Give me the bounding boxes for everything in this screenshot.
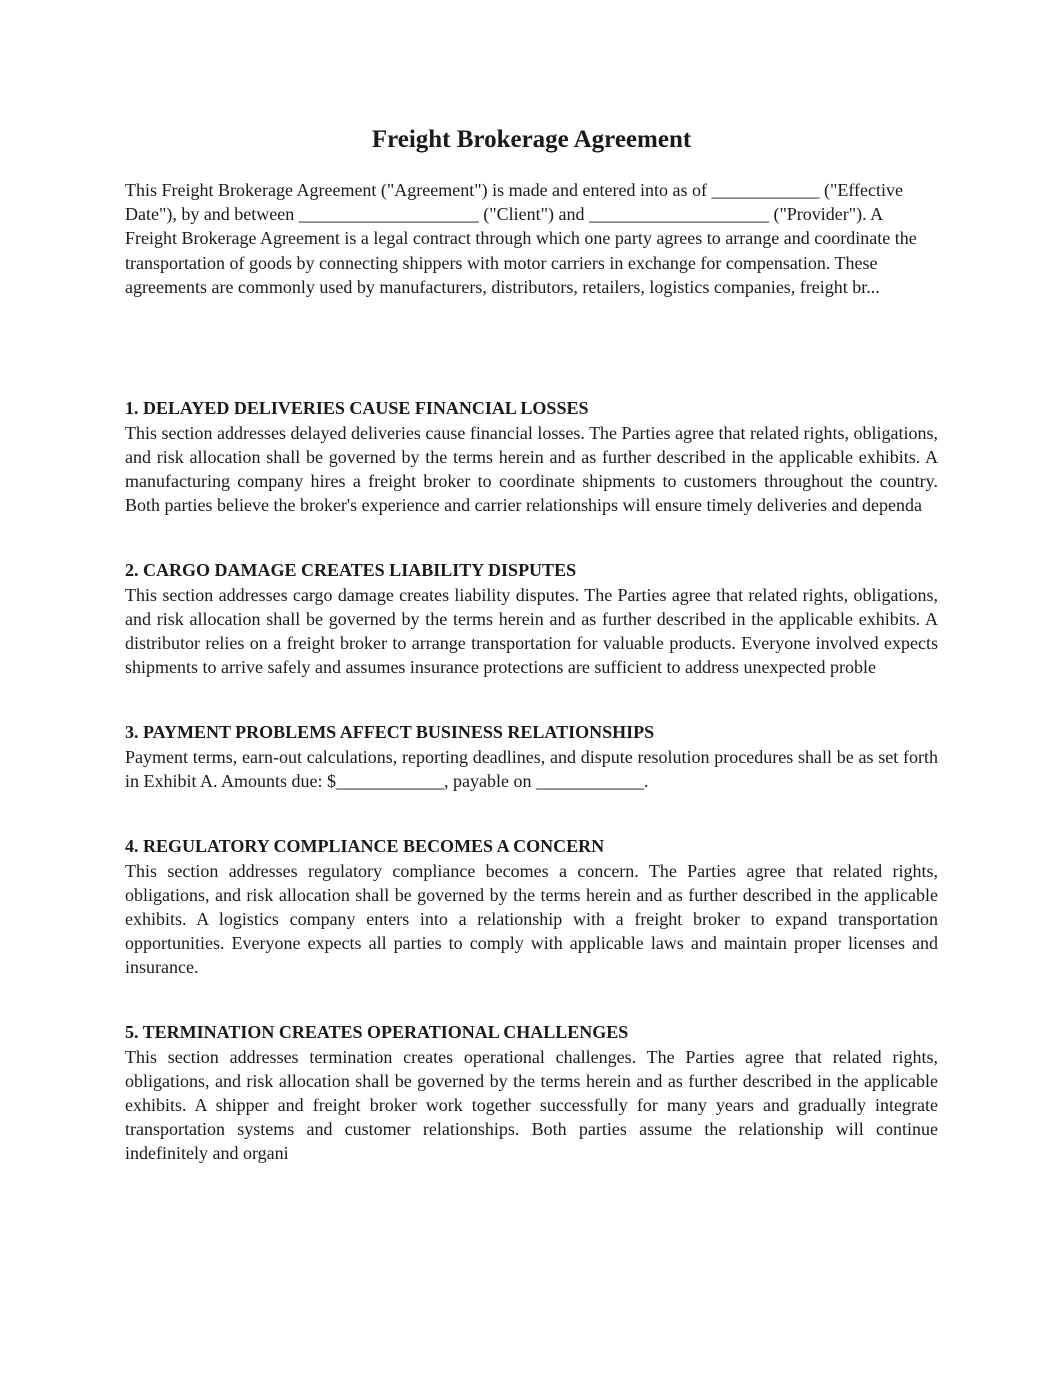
section-3 (125, 719, 938, 793)
section-heading: 4. REGULATORY COMPLIANCE BECOMES A CONCERN (125, 836, 605, 857)
section-body: This section addresses regulatory compliance becomes a concern. The Parties agree that related rights, obligations, and risk allocation shall be governed by the terms herein and as further described in the applicable exhibits. A logistics company enters into a relationship with a freight broker to expand transportation opportunities. Everyone expects all parties to comply with applicable laws and maintain proper licenses and insurance. (125, 861, 938, 978)
section-heading: 1. DELAYED DELIVERIES CAUSE FINANCIAL LOSSES (125, 398, 589, 419)
section-heading: 3. PAYMENT PROBLEMS AFFECT BUSINESS RELATIONSHIPS (125, 722, 655, 743)
section-4 (125, 833, 938, 979)
section-body: This section addresses delayed deliveries cause financial losses. The Parties agree that related rights, obligations, and risk allocation shall be governed by the terms herein and as further described in the applicable exhibits. A manufacturing company hires a freight broker to coordinate shipments to customers throughout the country. Both parties believe the broker's experience and carrier relationships will ensure timely deliveries and dependa (125, 423, 938, 516)
section-1 (125, 395, 938, 517)
section-heading: 5. TERMINATION CREATES OPERATIONAL CHALLENGES (125, 1022, 629, 1043)
section-heading: 2. CARGO DAMAGE CREATES LIABILITY DISPUTES (125, 560, 577, 581)
section-5 (125, 1019, 938, 1165)
document-page (125, 122, 938, 1165)
section-body: This section addresses cargo damage creates liability disputes. The Parties agree that related rights, obligations, and risk allocation shall be governed by the terms herein and as further described in the applicable exhibits. A distributor relies on a freight broker to arrange transportation for valuable products. Everyone involved expects shipments to arrive safely and assumes insurance protections are sufficient to address unexpected proble (125, 585, 938, 678)
section-body: This section addresses termination creates operational challenges. The Parties agree that related rights, obligations, and risk allocation shall be governed by the terms herein and as further described in the applicable exhibits. A shipper and freight broker work together successfully for many years and gradually integrate transportation systems and customer relationships. Both parties assume the relationship will continue indefinitely and organi (125, 1047, 938, 1164)
document-title: Freight Brokerage Agreement (371, 126, 692, 153)
intro-paragraph: This Freight Brokerage Agreement ("Agreement") is made and entered into as of ____________ ("Effective Date"), by and between ____________________ ("Client") and ____________________ ("Provider"). A Freight Brokerage Agreement is a legal contract through which one party agrees to arrange and coordinate the transportation of goods by connecting shippers with motor carriers in exchange for compensation. These agreements are commonly used by manufacturers, distributors, retailers, logistics companies, freight br... (125, 180, 917, 297)
section-body: Payment terms, earn-out calculations, reporting deadlines, and dispute resolution procedures shall be as set forth in Exhibit A. Amounts due: $____________, payable on ____________. (125, 747, 938, 792)
section-2 (125, 557, 938, 679)
